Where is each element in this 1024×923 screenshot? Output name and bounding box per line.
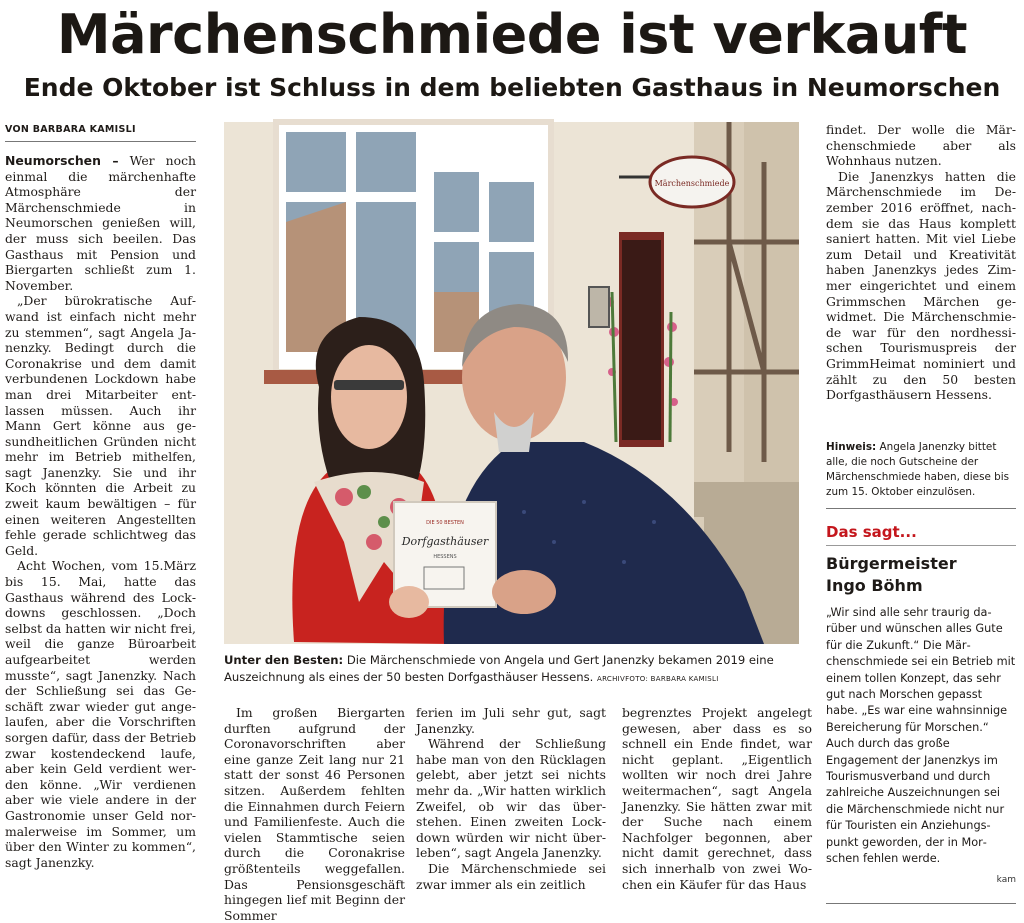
speaker-title: Bürgermeister: [826, 554, 957, 573]
hint-label: Hinweis:: [826, 441, 877, 453]
quote-speaker: [826, 553, 1016, 601]
speaker-name: Ingo Böhm: [826, 576, 923, 595]
article-paragraph: „Der bürokratische Aufwand ist einfach nicht mehr zu stemmen“, sagt Angela Janenzky. Bedingt durch die Coronakrise und dem damit verbundenen Lockdown habe man drei Mitarbeiter entlassen müssen. Auch ihr Mann Gert könne aus gesundheitlichen Gründen nicht mehr im Betrieb mithelfen, sagt Janenzky. Sie und ihr Koch könnten die Arbeit zu zweit kaum bewältigen – für einen weiteren Angestellten fehle gerade schlichtweg das Geld.: [5, 293, 196, 558]
photo-caption: [224, 652, 804, 690]
quote-text: „Wir sind alle sehr traurig darüber und wünschen alles Gute für die Zukunft.“ Die Märchenschmiede sei ein Betrieb mit einem tollen Konzept, das sehr gut nach Morschen gepasst habe. „Es war eine wahnsinnige Bereicherung für Morschen.“ Auch durch das große Engagement der Janenzkys im Tourismusverband und durch zahlreiche Auszeichnungen sei die Märchenschmiede nicht nur für Touristen ein Anziehungspunkt geworden, der in Morschen fehlen werde.: [826, 606, 1016, 866]
article-paragraph: findet. Der wolle die Märchenschmiede aber als Wohnhaus nutzen.: [826, 122, 1016, 169]
article-paragraph: Während der Schließung habe man von den Rücklagen gelebt, aber jetzt sei nichts mehr da. „Wir hatten wirklich Zweifel, ob wir das überstehen. Einen zweiten Lockdown würden wir nicht überleben“, sagt Angela Janenzky.: [416, 736, 606, 861]
headline: Märchenschmiede ist verkauft: [56, 3, 968, 66]
subheadline: Ende Oktober ist Schluss in dem beliebten Gasthaus in Neumorschen: [23, 73, 1001, 102]
article-paragraph: Die Janenzkys hatten die Märchenschmiede im Dezember 2016 eröffnet, nachdem sie das Haus komplett saniert hatten. Mit viel Liebe zum Detail und Kreativität haben Janenzkys jedes Zimmer eingerichtet und einem Grimmschen Märchen gewidmet. Die Märchenschmiede war für den nordhessischen Tourismuspreis der GrimmHeimat nominiert und zählt zu den 50 besten Dorfgasthäusern Hessens.: [826, 168, 1016, 403]
caption-label: Unter den Besten:: [224, 653, 344, 667]
article-paragraph: Acht Wochen, vom 15.März bis 15. Mai, hatte das Gasthaus während des Lockdowns geschlossen. „Doch selbst da hatten wir nicht frei, weil die ganze Büroarbeit aufgearbeitet werden musste“, sagt Janenzky. Nach der Schließung sei das Geschäft zwar wieder gut angelaufen, aber die Vorschriften sorgen dafür, dass der Betrieb zwar kostendeckend laufe, aber kein Geld verdient werden könne. „Wir verdienen aber wie viele andere in der Gastronomie unser Geld normalerweise im Sommer, um über den Winter zu kommen“, sagt Janenzky.: [5, 558, 196, 870]
divider: [826, 545, 1016, 546]
divider: [826, 903, 1016, 904]
article-paragraph: Die Märchenschmiede sei zwar immer als ein zeitlich: [416, 860, 606, 892]
paragraph-text: Wer noch einmal die märchenhafte Atmosphäre der Märchenschmiede in Neumorschen genießen will, der muss sich beeilen. Das Gasthaus mit Pension und Biergarten schließt zum 1. November.: [5, 153, 196, 293]
shop-sign: Märchenschmiede: [654, 179, 730, 188]
article-column-2: [224, 705, 405, 923]
book-subtitle: HESSENS: [433, 554, 457, 560]
article-paragraph: Im großen Biergarten durften aufgrund der Coronavorschriften aber eine ganze Zeit lang nur 21 statt der sonst 46 Personen sitzen. Außerdem fehlten die Einnahmen durch Feiern und Familienfeste. Auch die vielen Stammtische seien durch die Coronakrise größtenteils weggefallen. Das Pensionsgeschäft hingegen lief mit Beginn der Sommer: [224, 705, 405, 923]
article-column-1: [5, 153, 196, 905]
book-small-text: DIE 50 BESTEN: [426, 520, 464, 526]
article-paragraph: [5, 153, 196, 293]
article-photo: [224, 122, 799, 644]
sidebar-kicker: Das sagt...: [826, 523, 917, 541]
dateline: Neumorschen –: [5, 153, 119, 168]
author-signature: kam: [996, 875, 1016, 885]
article-column-4: [622, 705, 812, 905]
divider: [826, 508, 1016, 509]
article-paragraph: ferien im Juli sehr gut, sagt Janenzky.: [416, 705, 606, 736]
photo-credit: ARCHIVFOTO: BARBARA KAMISLI: [596, 675, 719, 683]
article-column-5: [826, 122, 1016, 434]
book-title: Dorfgasthäuser: [401, 535, 489, 548]
hint-box: [826, 440, 1016, 502]
hint-text: Angela Janenzky bittet alle, die noch Gutscheine der Märchenschmiede haben, diese bis zum 15. Oktober einzulösen.: [826, 441, 1010, 498]
byline: VON BARBARA KAMISLI: [5, 123, 196, 142]
photo-illustration: [224, 122, 799, 644]
article-paragraph: begrenztes Projekt angelegt gewesen, aber dass es so schnell ein Ende findet, war nicht geplant. „Eigentlich wollten wir noch drei Jahre weitermachen“, sagt Angela Janenzky. Sie hätten zwar mit der Suche nach einem Nachfolger begonnen, aber nicht damit gerechnet, dass sich innerhalb von zwei Wochen ein Käufer für das Haus: [622, 705, 812, 892]
caption-text: Die Märchenschmiede von Angela und Gert Janenzky bekamen 2019 eine Auszeichnung als eines der 50 besten Dorfgasthäuser Hessens.: [224, 653, 774, 684]
article-column-3: [416, 705, 606, 905]
